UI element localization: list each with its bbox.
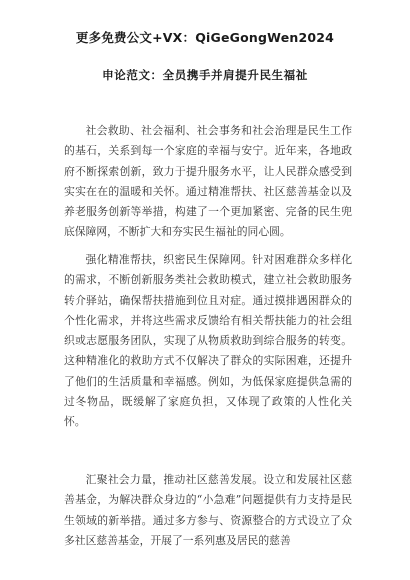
page-title: 申论范文：全员携手并肩提升民生福祉 bbox=[102, 68, 308, 82]
body-paragraph: 强化精准帮扶，织密民生保障网。针对困难群众多样化的需求，不断创新服务类社会救助模式，建立社会救助服务转介驿站，确保帮扶措施到位且对症。通过摸排遇困群众的个性化需求，并将这些需求反馈给有相关帮扶能力的社会组织或志愿服务团队，实现了从物质救助到综合服务的转变。这种精准化的救助方式不仅解决了群众的实际困难，还提升了他们的生活质量和幸福感。例如，为低保家庭提供急需的过冬物品，既缓解了家庭负担，又体现了政策的人性化关怀。 bbox=[64, 253, 352, 429]
body-paragraph: 社会救助、社会福利、社会事务和社会治理是民生工作的基石，关系到每一个家庭的幸福与安宁。近年来，各地政府不断探索创新，致力于提升服务水平，让人民群众感受到实实在在的温暖和关怀。通过精准帮扶、社区慈善基金以及养老服务创新等举措，构建了一个更加紧密、完备的民生兜底保障网，不断扩大和夯实民生福祉的同心圆。 bbox=[64, 124, 352, 239]
promo-banner: 更多免费公文+VX：QiGeGongWen2024 bbox=[75, 30, 335, 45]
body-paragraph-1-container bbox=[64, 121, 352, 243]
body-paragraph: 汇聚社会力量，推动社区慈善发展。设立和发展社区慈善基金，为解决群众身边的“小急难”问题提供有力支持是民生领域的新举措。通过多方参与、资源整合的方式设立了众多社区慈善基金，开展了一系列惠及居民的慈善 bbox=[64, 473, 352, 547]
body-paragraph-3-container bbox=[64, 470, 352, 551]
body-paragraph-2-container bbox=[64, 250, 352, 433]
